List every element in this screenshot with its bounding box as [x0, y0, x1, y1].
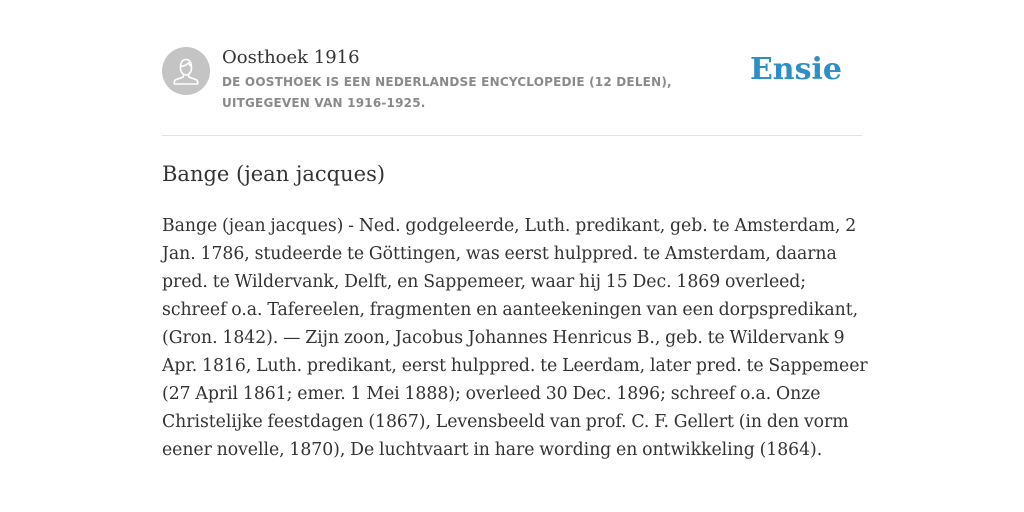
- source-header: [162, 46, 862, 116]
- ensie-logo-link[interactable]: Ensie: [749, 52, 842, 87]
- user-silhouette-icon: [162, 47, 210, 95]
- source-title[interactable]: Oosthoek 1916: [222, 47, 360, 68]
- source-avatar[interactable]: [162, 47, 210, 95]
- entry-body: Bange (jean jacques) - Ned. godgeleerde, Luth. predikant, geb. te Amsterdam, 2 Jan. 1786, studeerde te Göttingen, was eerst hulppred. te Amsterdam, daarna pred. te Wildervank, Delft, en Sappemeer, waar hij 15 Dec. 1869 overleed; schreef o.a. Tafereelen, fragmenten en aanteekeningen van een dorpspredikant, (Gron. 1842). — Zijn zoon, Jacobus Johannes Henricus B., geb. te Wildervank 9 Apr. 1816, Luth. predikant, eerst hulppred. te Leerdam, later pred. te Sappemeer (27 April 1861; emer. 1 Mei 1888); overleed 30 Dec. 1896; schreef o.a. Onze Christelijke feestdagen (1867), Levensbeeld van prof. C. F. Gellert (in den vorm eener novelle, 1870), De luchtvaart in hare wording en ontwikkeling (1864).: [162, 216, 868, 460]
- header-divider: [162, 135, 862, 136]
- source-description: DE OOSTHOEK IS EEN NEDERLANDSE ENCYCLOPEDIE (12 DELEN), UITGEGEVEN VAN 1916-1925.: [222, 75, 672, 110]
- entry-title: Bange (jean jacques): [162, 162, 386, 186]
